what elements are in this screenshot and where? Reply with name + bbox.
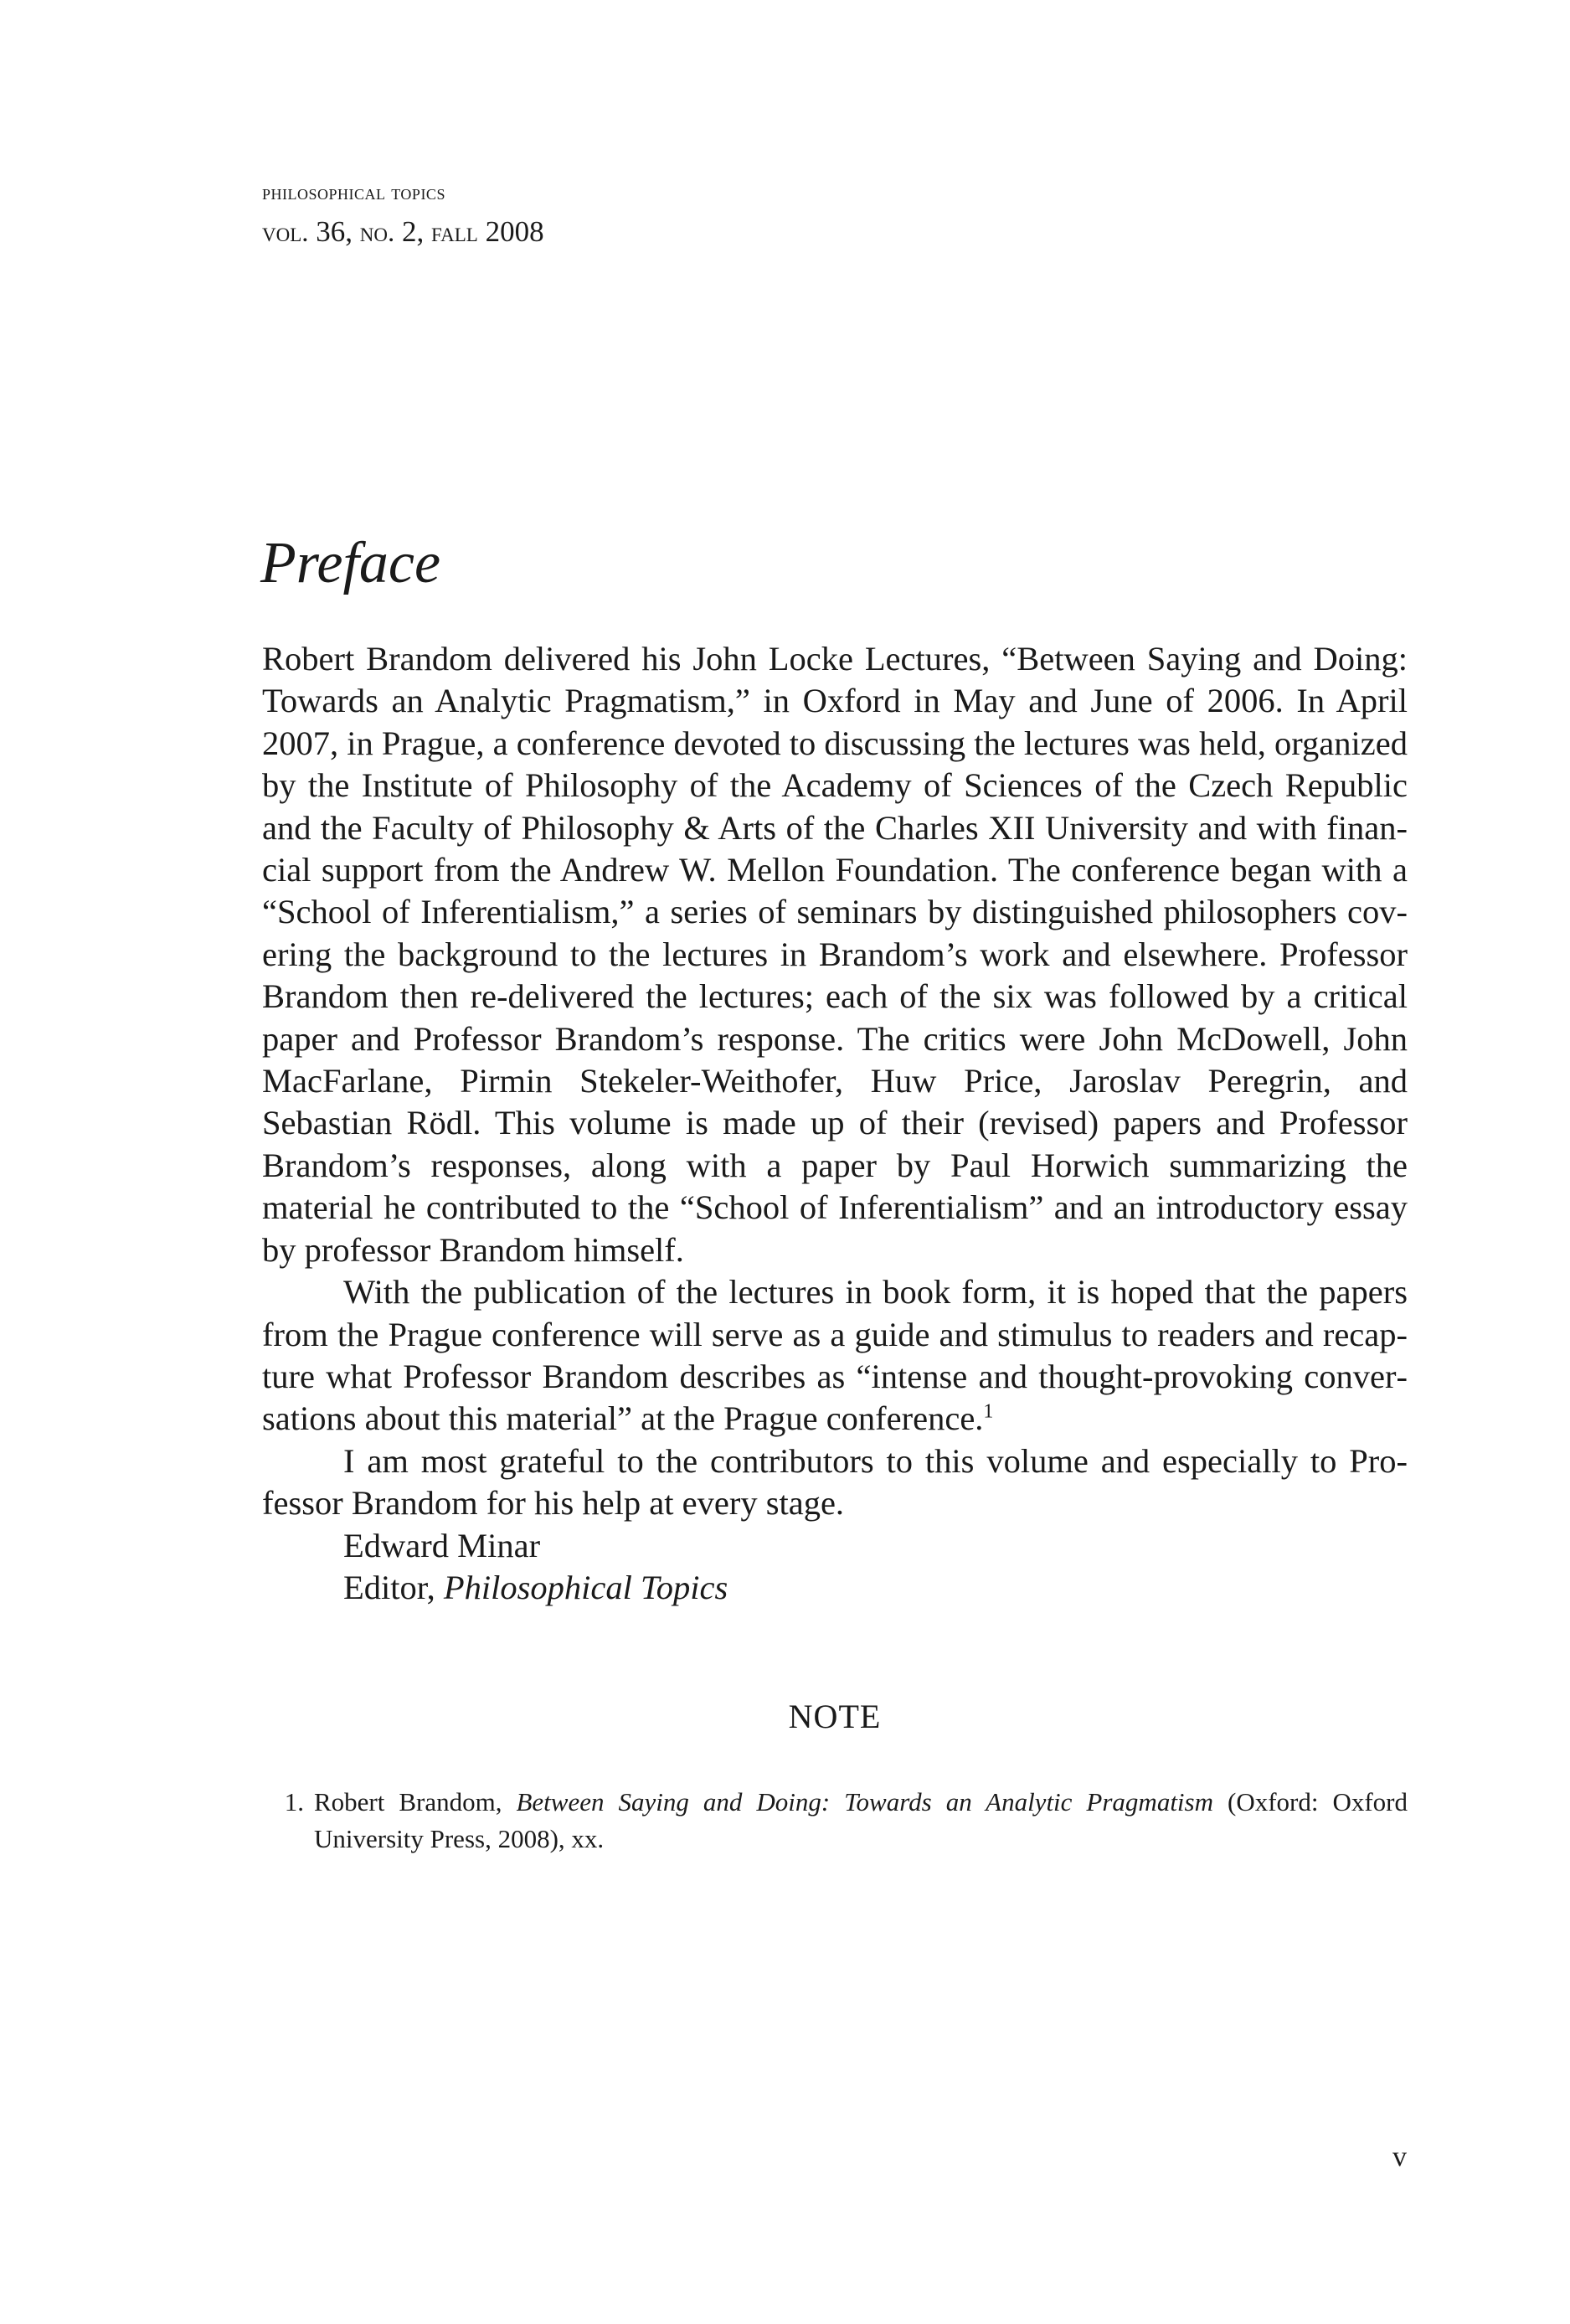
issue-label: no.: [359, 218, 395, 248]
volume-label: vol.: [262, 218, 309, 248]
footnote-number: 1.: [284, 1787, 304, 1816]
issue-number: 2,: [402, 215, 425, 248]
page-number: v: [1392, 2141, 1407, 2172]
footnote-reference[interactable]: 1: [983, 1400, 994, 1423]
page-title: Preface: [260, 531, 441, 595]
footnote-item: [262, 1784, 1408, 1858]
preface-body: [262, 638, 1408, 1609]
footnote-publication: (Oxford: Oxford University Press, 2008), xx.: [314, 1787, 1408, 1853]
paragraph-1: Robert Brandom delivered his John Locke Lectures, “Between Saying and Doing: Towards an Analytic Pragmatism,” in Oxford in May and June of 2006. In April 2007, in Prague, a conference devoted to discussing the lectures was held, organized by the Institute of Philosophy of the Academy of Sciences of the Czech Republic and the Faculty of Philosophy & Arts of the Charles XII University and with financial support from the Andrew W. Mellon Foundation. The conference began with a “School of Inferentialism,” a series of seminars by distinguished philosophers covering the background to the lectures in Brandom’s work and elsewhere. Professor Brandom then re-delivered the lectures; each of the six was followed by a critical paper and Professor Brandom’s response. The critics were John McDowell, John MacFarlane, Pirmin Stekeler-Weithofer, Huw Price, Jaroslav Peregrin, and Sebastian Rödl. This volume is made up of their (revised) papers and Professor Brandom’s responses, along with a paper by Paul Horwich summarizing the material he contributed to the “School of Inferentialism” and an introductory essay by professor Brandom himself.: [262, 640, 1408, 1269]
journal-name: philosophical topics: [262, 182, 445, 204]
footnote-book-title: Between Saying and Doing: Towards an Analytic Pragmatism: [516, 1787, 1213, 1816]
volume-issue-line: [262, 211, 1267, 254]
paragraph-3: I am most grateful to the contributors to this volume and especially to Professor Brandom for his help at every stage.: [262, 1441, 1408, 1523]
year: 2008: [485, 215, 544, 248]
editor-name: Edward Minar: [343, 1526, 541, 1564]
season-label: fall: [431, 218, 478, 248]
volume-number: 36,: [316, 215, 353, 248]
notes-list: [262, 1784, 1408, 1858]
editor-role-journal: Philosophical Topics: [443, 1568, 728, 1606]
editor-role-prefix: Editor,: [343, 1568, 444, 1606]
notes-heading: NOTE: [788, 1698, 882, 1735]
running-header: [262, 176, 1267, 254]
footnote-text: [314, 1784, 1408, 1858]
editor-role: [262, 1567, 1408, 1609]
paragraph-2: [262, 1271, 1408, 1440]
paragraph-2-text: With the publication of the lectures in book form, it is hoped that the papers from the Prague conference will serve as a guide and stimulus to readers and recapture what Professor Brandom describes as “intense and thought-provoking conversations about this material” at the Prague conference.: [262, 1273, 1408, 1438]
footnote-author: Robert Brandom,: [314, 1787, 517, 1816]
